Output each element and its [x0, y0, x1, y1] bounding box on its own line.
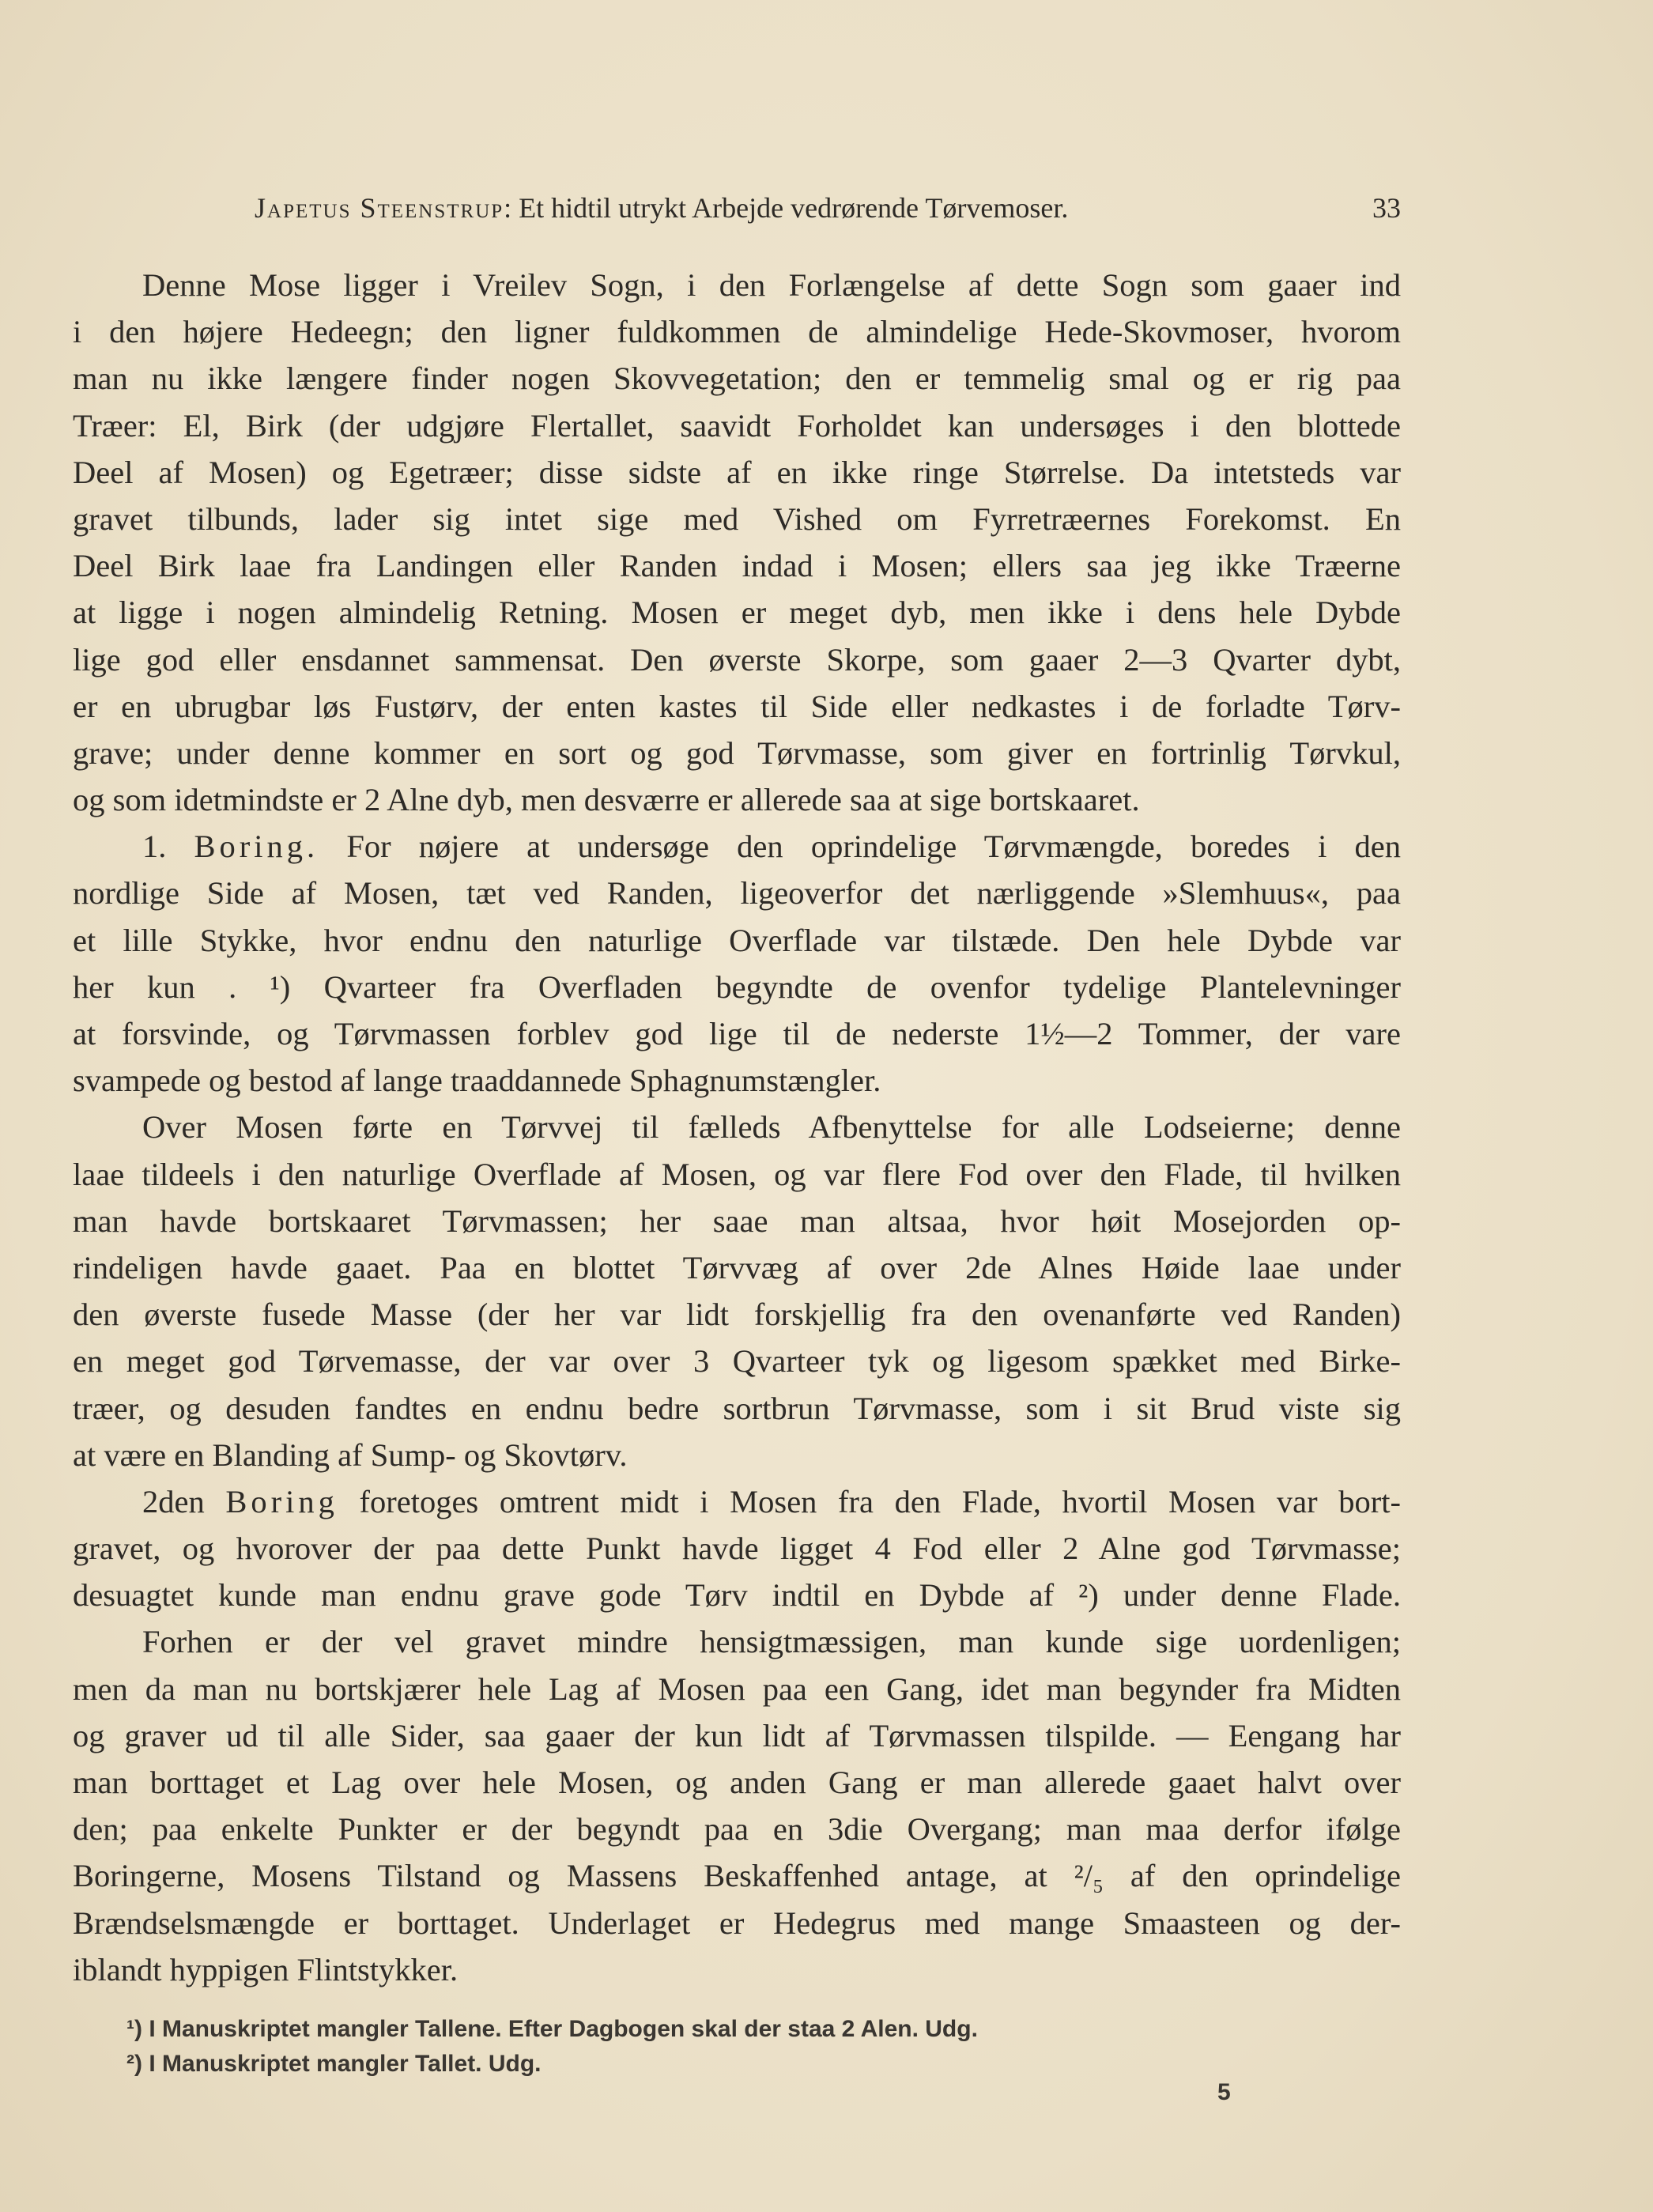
- page-number: 33: [1372, 192, 1401, 224]
- line-text: og graver ud til alle Sider, saa gaaer der kun lidt af Tørvmassen tilspilde. — Eengang har: [73, 1717, 1401, 1753]
- section-label: Boring: [225, 1483, 338, 1519]
- text-line: [73, 1572, 1401, 1618]
- footnotes: [126, 2012, 1273, 2082]
- section-label: Boring.: [194, 829, 319, 865]
- text-line: [73, 1151, 1401, 1198]
- text-line: [73, 1852, 1401, 1899]
- footnote: ²) I Manuskriptet mangler Tallet. Udg.: [126, 2051, 542, 2077]
- line-text: Brændselsmængde er borttaget. Underlaget er Hedegrus med mange Smaasteen og der-: [73, 1904, 1401, 1941]
- line-text: man havde bortskaaret Tørvmassen; her saae man altsaa, hvor høit Mosejorden op-: [73, 1202, 1401, 1239]
- line-prefix: 2den: [142, 1483, 226, 1519]
- text-line: [73, 355, 1401, 402]
- line-text: og som idetmindste er 2 Alne dyb, men desværre er allerede saa at sige bortskaaret.: [73, 782, 1140, 818]
- line-text: For nøjere at undersøge den oprindelige Tørvmængde, boredes i den: [319, 829, 1401, 865]
- line-text: Boringerne, Mosens Tilstand og Massens Beskaffenhed antage, at ²/₅ af den oprindelige: [73, 1858, 1401, 1894]
- text-line: [73, 1244, 1401, 1291]
- line-text: rindeligen havde gaaet. Paa en blottet Tørvvæg af over 2de Alnes Høide laae under: [73, 1249, 1401, 1285]
- line-text: gravet tilbunds, lader sig intet sige med Vished om Fyrretræernes Forekomst. En: [73, 500, 1401, 537]
- text-line: [73, 1057, 1401, 1104]
- line-text: den; paa enkelte Punkter er der begyndt paa en 3die Overgang; man maa derfor ifølge: [73, 1811, 1401, 1848]
- text-line: [73, 262, 1401, 308]
- line-text: iblandt hyppigen Flintstykker.: [73, 1951, 459, 1987]
- text-line: [73, 1198, 1401, 1244]
- line-text: at være en Blanding af Sump- og Skovtørv.: [73, 1436, 628, 1473]
- text-line: [73, 1432, 1401, 1478]
- text-line: [73, 1385, 1401, 1432]
- text-line: [73, 1666, 1401, 1712]
- line-text: Træer: El, Birk (der udgjøre Flertallet, saavidt Forholdet kan undersøges i den blottede: [73, 407, 1401, 444]
- line-text: men da man nu bortskjærer hele Lag af Mosen paa een Gang, idet man begynder fra Midten: [73, 1670, 1401, 1707]
- line-text: svampede og bestod af lange traaddannede Sphagnumstængler.: [73, 1063, 881, 1099]
- body-text: [73, 262, 1401, 1993]
- header-title: : Et hidtil utrykt Arbejde vedrørende Tørvemoser.: [504, 192, 1069, 224]
- text-line: [73, 870, 1401, 916]
- text-line: [73, 1759, 1401, 1806]
- line-text: lige god eller ensdannet sammensat. Den øverste Skorpe, som gaaer 2—3 Qvarter dybt,: [73, 641, 1401, 678]
- line-text: Denne Mose ligger i Vreilev Sogn, i den Forlængelse af dette Sogn som gaaer ind: [142, 267, 1401, 303]
- text-line: [73, 589, 1401, 636]
- line-text: gravet, og hvorover der paa dette Punkt havde ligget 4 Fod eller 2 Alne god Tørvmasse;: [73, 1531, 1401, 1567]
- line-text: Deel Birk laae fra Landingen eller Randen indad i Mosen; ellers saa jeg ikke Træerne: [73, 548, 1401, 584]
- line-text: at forsvinde, og Tørvmassen forblev god lige til de nederste 1½—2 Tommer, der vare: [73, 1016, 1401, 1051]
- text-line: [73, 1900, 1401, 1946]
- text-line: [73, 1806, 1401, 1852]
- header-author: Japetus Steenstrup: [255, 192, 504, 224]
- line-text: i den højere Hedeegn; den ligner fuldkommen de almindelige Hede-Skovmoser, hvorom: [73, 314, 1401, 350]
- line-text: desuagtet kunde man endnu grave gode Tørv indtil en Dybde af ²) under denne Flade.: [73, 1577, 1401, 1614]
- line-text: man nu ikke længere finder nogen Skovvegetation; den er temmelig smal og er rig paa: [73, 360, 1401, 397]
- text-line: [73, 823, 1401, 870]
- text-line: [73, 449, 1401, 496]
- running-header: [255, 188, 1401, 228]
- line-text: et lille Stykke, hvor endnu den naturlige Overflade var tilstæde. Den hele Dybde var: [73, 922, 1401, 958]
- text-line: [73, 1712, 1401, 1759]
- line-text: Over Mosen førte en Tørvvej til fælleds Afbenyttelse for alle Lodseierne; denne: [142, 1109, 1401, 1146]
- text-line: [73, 1946, 1401, 1993]
- line-text: er en ubrugbar løs Fustørv, der enten kastes til Side eller nedkastes i de forladte Tørv-: [73, 688, 1401, 724]
- line-text: her kun . ¹) Qvarteer fra Overfladen begyndte de ovenfor tydelige Plantelevninger: [73, 968, 1401, 1005]
- line-text: laae tildeels i den naturlige Overflade af Mosen, og var flere Fod over den Flade, til hvilken: [73, 1156, 1401, 1192]
- text-line: [73, 496, 1401, 542]
- line-text: man borttaget et Lag over hele Mosen, og anden Gang er man allerede gaaet halvt over: [73, 1765, 1401, 1800]
- text-line: [73, 402, 1401, 449]
- line-text: Forhen er der vel gravet mindre hensigtmæssigen, man kunde sige uordenligen;: [142, 1624, 1401, 1660]
- line-text: nordlige Side af Mosen, tæt ved Randen, ligeoverfor det nærliggende »Slemhuus«, paa: [73, 875, 1401, 912]
- line-text: den øverste fusede Masse (der her var lidt forskjellig fra den ovenanførte ved Randen): [73, 1297, 1401, 1333]
- text-line: [73, 683, 1401, 730]
- text-line: [73, 1291, 1401, 1338]
- text-line: [73, 1525, 1401, 1572]
- text-line: [73, 964, 1401, 1010]
- text-line: [73, 542, 1401, 589]
- text-line: [73, 1338, 1401, 1384]
- line-text: at ligge i nogen almindelig Retning. Mosen er meget dyb, men ikke i dens hele Dybde: [73, 595, 1401, 631]
- line-text: foretoges omtrent midt i Mosen fra den Flade, hvortil Mosen var bort-: [338, 1483, 1401, 1519]
- signature-mark: 5: [1217, 2079, 1231, 2105]
- text-line: [73, 917, 1401, 964]
- line-text: en meget god Tørvemasse, der var over 3 Qvarteer tyk og ligesom spækket med Birke-: [73, 1343, 1401, 1380]
- line-text: grave; under denne kommer en sort og god Tørvmasse, som giver en fortrinlig Tørvkul,: [73, 734, 1401, 771]
- text-line: [73, 636, 1401, 683]
- line-prefix: 1.: [142, 829, 194, 865]
- text-line: [73, 1104, 1401, 1150]
- line-text: Deel af Mosen) og Egetræer; disse sidste af en ikke ringe Størrelse. Da intetsteds var: [73, 454, 1401, 490]
- text-line: [73, 1618, 1401, 1665]
- text-line: [73, 1478, 1401, 1525]
- text-line: [73, 1010, 1401, 1057]
- footnote: ¹) I Manuskriptet mangler Tallene. Efter Dagbogen skal der staa 2 Alen. Udg.: [126, 2016, 978, 2042]
- text-line: [73, 730, 1401, 776]
- line-text: træer, og desuden fandtes en endnu bedre sortbrun Tørvmasse, som i sit Brud viste sig: [73, 1390, 1401, 1426]
- text-line: [73, 776, 1401, 823]
- text-line: [73, 308, 1401, 355]
